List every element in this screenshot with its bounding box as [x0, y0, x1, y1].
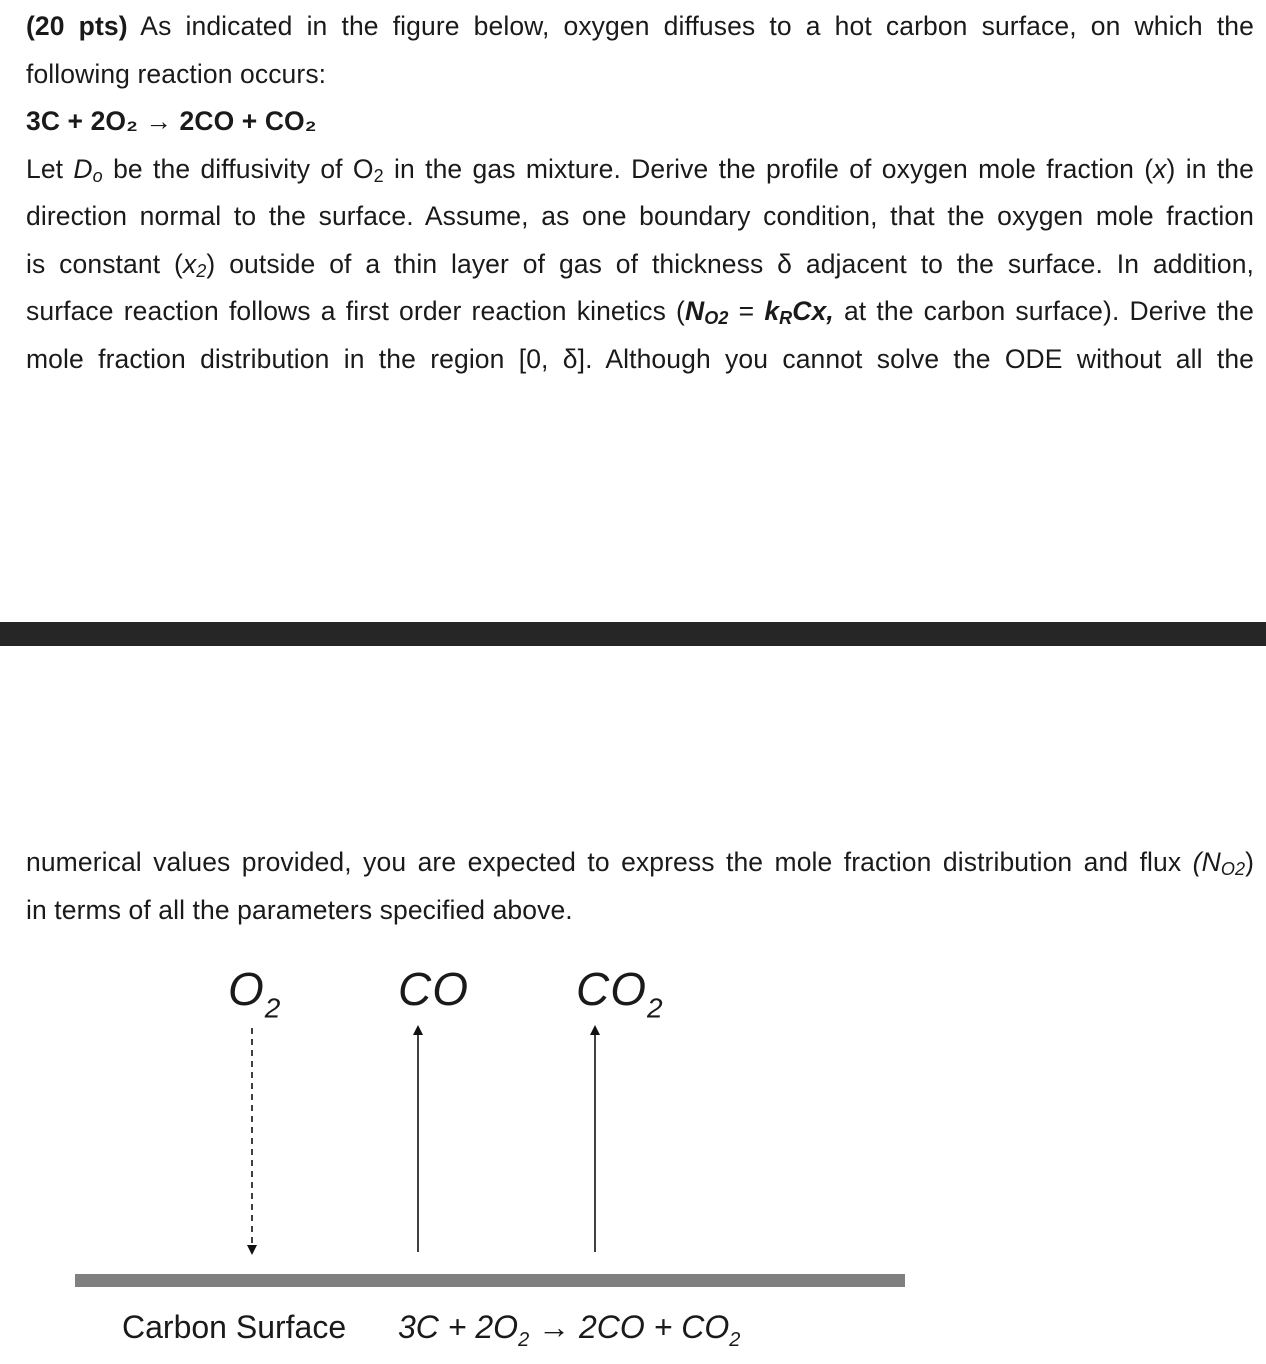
species-co-text: CO [398, 963, 469, 1015]
close-paren: ) [1245, 847, 1254, 877]
species-co2-sub: 2 [647, 992, 664, 1024]
line-4 [26, 146, 1254, 194]
line-7-a: surface reaction follows a first order reaction kinetics ( [26, 296, 685, 326]
problem-statement [26, 3, 1254, 383]
line-1-text: As indicated in the figure below, oxygen diffuses to a hot carbon surface, on which the [140, 11, 1254, 41]
line-2: following reaction occurs: [26, 58, 327, 89]
flux-subscript: O2 [704, 307, 729, 328]
line-4-b: be the diffusivity of O [102, 153, 374, 184]
line-6 [26, 241, 1254, 289]
line-4-c: in the gas mixture. Derive the profile of oxygen mole fraction ( [383, 153, 1154, 184]
surface-label: Carbon Surface [122, 1309, 347, 1345]
page-divider [0, 622, 1266, 646]
line-10: in terms of all the parameters specified above. [26, 894, 573, 925]
x2-subscript: 2 [196, 260, 207, 281]
species-o2 [228, 963, 282, 1032]
line-6-b: ) outside of a thin layer of gas of thickness δ adjacent to the surface. In addition, [206, 248, 1254, 279]
species-co [398, 963, 469, 1015]
surface-reaction [398, 1307, 740, 1360]
line-5: direction normal to the surface. Assume, as one boundary condition, that the oxygen mole fraction [26, 201, 1254, 231]
line-9 [26, 839, 1254, 887]
line-6-a: is constant ( [26, 248, 183, 279]
carbon-surface [75, 1274, 905, 1287]
cx-symbol: Cx, [792, 296, 834, 326]
species-co2 [576, 963, 664, 1032]
line-4-a: Let [26, 153, 74, 184]
flux-subscript-2: O2 [1220, 858, 1246, 879]
reaction-equation: 3C + 2O₂ → 2CO + CO₂ [26, 106, 317, 136]
surface-reaction-sub1: 2 [518, 1329, 530, 1351]
diffusivity-symbol: D [73, 153, 93, 184]
rate-constant-symbol: k [764, 296, 780, 326]
species-o2-sub: 2 [264, 992, 282, 1024]
surface-reaction-sub2: 2 [729, 1329, 741, 1351]
flux-symbol-2: (N [1192, 847, 1221, 877]
line-8: mole fraction distribution in the region [0, δ]. Although you cannot solve the ODE without all the [26, 343, 1254, 374]
species-co2-text: CO [576, 963, 647, 1015]
diffusivity-subscript: o [92, 165, 103, 186]
line-4-d: ) in the [1166, 153, 1254, 184]
line-1 [26, 3, 1254, 51]
points-label: (20 pts) [26, 11, 128, 41]
flux-symbol: N [684, 296, 705, 326]
surface-reaction-a: 3C + 2O [398, 1309, 519, 1345]
rate-constant-subscript: R [779, 307, 793, 328]
species-o2-text: O [228, 963, 265, 1015]
line-9-a: numerical values provided, you are expected to express the mole fraction distribution and flux [26, 847, 1193, 877]
equals-sign: = [728, 296, 765, 326]
mole-fraction-symbol: x [1153, 153, 1167, 184]
line-7-b: at the carbon surface). Derive the [833, 296, 1254, 326]
o2-subscript: 2 [373, 165, 384, 186]
diffusion-diagram [0, 950, 1266, 1364]
line-7 [26, 288, 1254, 336]
x2-symbol: x [182, 248, 197, 279]
surface-reaction-b: → 2CO + CO [529, 1309, 730, 1345]
problem-statement-continued [26, 839, 1254, 934]
